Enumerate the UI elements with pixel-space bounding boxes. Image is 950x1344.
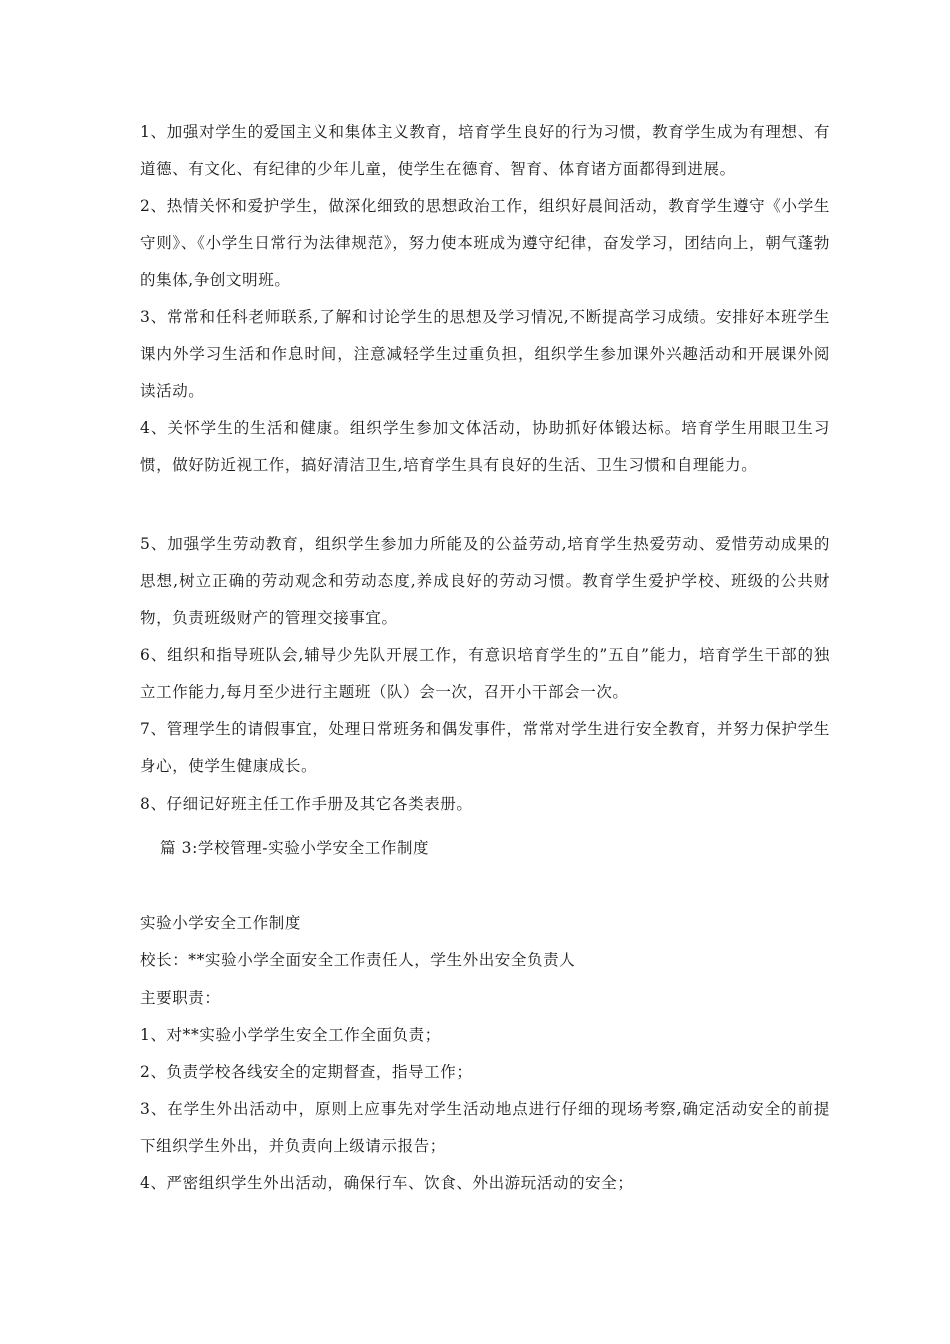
safety-duty-1: 1、对**实验小学学生安全工作全面负责； (140, 1026, 441, 1044)
duty-paragraph-3: 3、常常和任科老师联系,了解和讨论学生的思想及学习情况,不断提高学习成绩。安排好本班学生课内外学习生活和作息时间，注意减轻学生过重负担，组织学生参加课外兴趣活动和开展课外阅读活动。 (140, 308, 830, 400)
principal-line: 校长：**实验小学全面安全工作责任人，学生外出安全负责人 (140, 951, 576, 969)
document-title: 实验小学安全工作制度 (140, 914, 302, 932)
safety-duty-2: 2、负责学校各线安全的定期督查，指导工作； (140, 1063, 473, 1081)
duty-paragraph-1: 1、加强对学生的爱国主义和集体主义教育，培育学生良好的行为习惯，教育学生成为有理想、有道德、有文化、有纪律的少年儿童，使学生在德育、智育、体育诸方面都得到进展。 (140, 123, 830, 178)
duty-paragraph-4: 4、关怀学生的生活和健康。组织学生参加文体活动，协助抓好体锻达标。培育学生用眼卫生习惯，做好防近视工作，搞好清洁卫生,培育学生具有良好的生活、卫生习惯和自理能力。 (140, 419, 830, 474)
duty-paragraph-5: 5、加强学生劳动教育，组织学生参加力所能及的公益劳动,培育学生热爱劳动、爱惜劳动成果的思想,树立正确的劳动观念和劳动态度,养成良好的劳动习惯。教育学生爱护学校、班级的公共财物，负责班级财产的管理交接事宜。 (140, 535, 830, 627)
duty-paragraph-8: 8、仔细记好班主任工作手册及其它各类表册。 (140, 795, 473, 813)
main-duties-label: 主要职责： (140, 989, 221, 1007)
section-heading: 篇 3:学校管理-实验小学安全工作制度 (160, 839, 430, 857)
safety-duty-4: 4、严密组织学生外出活动，确保行车、饮食、外出游玩活动的安全； (140, 1174, 634, 1192)
duty-paragraph-7: 7、管理学生的请假事宜，处理日常班务和偶发事件，常常对学生进行安全教育，并努力保护学生身心，使学生健康成长。 (140, 720, 830, 775)
duty-paragraph-6: 6、组织和指导班队会,辅导少先队开展工作，有意识培育学生的”五自”能力，培育学生干部的独立工作能力,每月至少进行主题班（队）会一次，召开小干部会一次。 (140, 646, 830, 701)
duty-paragraph-2: 2、热情关怀和爱护学生，做深化细致的思想政治工作，组织好晨间活动，教育学生遵守《小学生守则》、《小学生日常行为法律规范》，努力使本班成为遵守纪律，奋发学习，团结向上，朝气蓬勃的集体,争创文明班。 (140, 197, 830, 289)
safety-duty-3: 3、在学生外出活动中，原则上应事先对学生活动地点进行仔细的现场考察,确定活动安全的前提下组织学生外出，并负责向上级请示报告； (140, 1100, 830, 1155)
